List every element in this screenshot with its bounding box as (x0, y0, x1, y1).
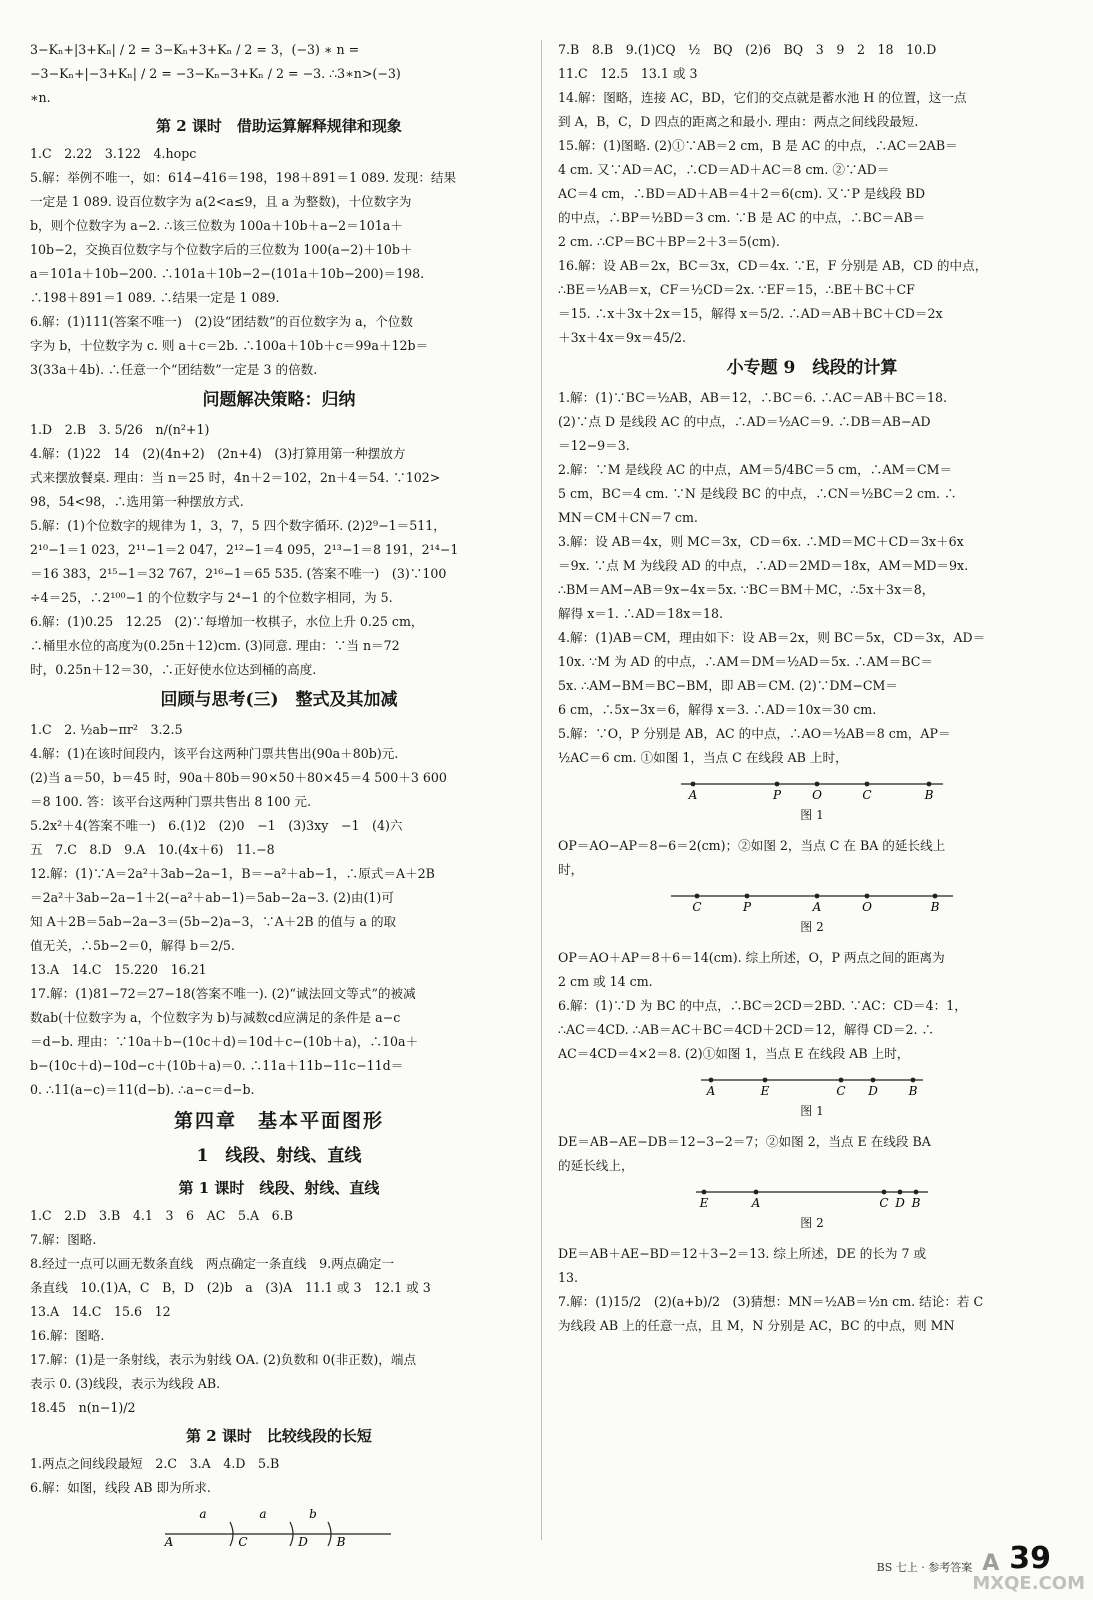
length-label-a2: a (259, 1507, 267, 1521)
answer-line: 18.45 n(n−1)/2 (30, 1400, 136, 1415)
segment-figure (30, 1504, 528, 1548)
figure-caption: 图 1 (800, 808, 824, 822)
answer-line: 6.解：(1)0.25 12.25 (2)∵每增加一枚棋子，水位上升 0.25 cm， (30, 614, 424, 629)
answer-line: ∴桶里水位的高度为(0.25n＋12)cm. (3)同意. 理由：∵当 n＝72 (30, 638, 400, 653)
answer-line: 式来摆放餐桌. 理由：当 n＝25 时，4n＋2＝102，2n＋4＝54. ∵102> (30, 470, 441, 485)
point-label-b: B (924, 788, 934, 802)
answer-line: 17.解：(1)81−72＝27−18(答案不唯一). (2)“诚法回文等式”的被减 (30, 986, 416, 1001)
answer-line: 4.解：(1)AB＝CM，理由如下：设 AB＝2x，则 BC＝5x，CD＝3x，AD＝ (558, 630, 986, 645)
answer-line: b，则个位数字为 a−2. ∴该三位数为 100a＋10b＋a−2＝101a＋ (30, 218, 403, 233)
answer-line: 3.解：设 AB＝4x，则 MC＝3x，CD＝6x. ∴MD＝MC＋CD＝3x＋6x (558, 534, 964, 549)
point-d (871, 1078, 876, 1083)
answer-line: 5.解：(1)个位数字的规律为 1，3，7，5 四个数字循环. (2)2⁹−1＝511， (30, 518, 446, 533)
point-label-d: D (298, 1535, 308, 1548)
answer-line: 1.解：(1)∵BC＝½AB，AB＝12，∴BC＝6. ∴AC＝AB＋BC＝18. (558, 390, 948, 405)
section-heading: 第 2 课时 比较线段的长短 (186, 1427, 372, 1445)
point-label-b: B (908, 1084, 918, 1098)
point-label-a: A (164, 1535, 174, 1548)
answer-line: 1.D 2.B 3. 5/26 n/(n²+1) (30, 422, 210, 437)
answer-line: 时，0.25n＋12＝30，∴正好使水位达到桶的高度. (30, 662, 317, 677)
footer-text: BS 七上 · 参考答案 (876, 1561, 973, 1574)
figure-caption: 图 2 (800, 1216, 824, 1230)
answer-line: 条直线 10.(1)A，C B，D (2)b a (3)A 11.1 或 3 12.1 或 3 (30, 1280, 431, 1295)
point-label-p: P (772, 788, 782, 802)
answer-line: 2¹⁰−1＝1 023，2¹¹−1＝2 047，2¹²−1＝4 095，2¹³−1＝8 191，2¹⁴−1 (30, 542, 459, 557)
point-e (702, 1190, 707, 1195)
answer-line: 5x. ∴AM−BM＝BC−BM，即 AB＝CM. (2)∵DM−CM＝ (558, 678, 899, 693)
answer-line: 1.两点之间线段最短 2.C 3.A 4.D 5.B (30, 1456, 280, 1471)
answer-line: 1.C 2. ½ab−πr² 3.2.5 (30, 722, 183, 737)
answer-line: 字为 b，十位数字为 c. 则 a＋c＝2b. ∴100a＋10b＋c＝99a＋12b＝ (30, 338, 429, 353)
answer-line: 5.2x²＋4(答案不唯一) 6.(1)2 (2)0 −1 (3)3xy −1 (4)六 (30, 818, 403, 833)
spacer (558, 1120, 1066, 1130)
point-d (898, 1190, 903, 1195)
answer-line: ＝d−b. 理由：∵10a＋b−(10c＋d)＝10d＋c−(10b＋a)，∴10a＋ (30, 1034, 419, 1049)
point-c (882, 1190, 887, 1195)
section-heading: 第 2 课时 借助运算解释规律和现象 (156, 117, 402, 135)
point-b (911, 1078, 916, 1083)
answer-line: 98，54<98，∴选用第一种摆放方式. (30, 494, 244, 509)
point-label-c: C (836, 1084, 846, 1098)
answer-line: (2)当 a＝50，b＝45 时，90a＋80b＝90×50＋80×45＝4 500＋3 600 (30, 770, 447, 785)
answer-line: ∗n. (30, 90, 51, 105)
point-label-c: C (879, 1196, 889, 1210)
answer-line: 一定是 1 089. 设百位数字为 a(2<a≤9，且 a 为整数)，十位数字为 (30, 194, 412, 209)
segment-figure (558, 774, 1066, 804)
answer-line: 1.C 2.D 3.B 4.1 3 6 AC 5.A 6.B (30, 1208, 293, 1223)
point-label-c: C (862, 788, 872, 802)
answer-line: 5.解：∵O，P 分别是 AB，AC 的中点，∴AO＝½AB＝8 cm，AP＝ (558, 726, 951, 741)
point-label-d: D (895, 1196, 905, 1210)
answer-line: 13.A 14.C 15.6 12 (30, 1304, 171, 1319)
point-a (709, 1078, 714, 1083)
answer-line: (2)∵点 D 是线段 AC 的中点，∴AD＝½AC＝9. ∴DB＝AB−AD (558, 414, 931, 429)
point-a (691, 782, 696, 787)
answer-line: AC＝4 cm，∴BD＝AD＋AB＝4＋2＝6(cm). 又∵P 是线段 BD (558, 186, 926, 201)
answer-line: 14.解：图略，连接 AC，BD，它们的交点就是蓄水池 H 的位置，这一点 (558, 90, 967, 105)
answer-line: 数ab(十位数字为 a，个位数字为 b)与减数cd应满足的条件是 a−c (30, 1010, 401, 1025)
answer-line: 13. (558, 1270, 579, 1285)
answer-line: 7.解：(1)15/2 (2)(a+b)/2 (3)猜想：MN＝½AB＝½n cm. 结论：若 C (558, 1294, 984, 1309)
section-heading: 第 1 课时 线段、射线、直线 (178, 1179, 380, 1197)
answer-line: 16.解：设 AB＝2x，BC＝3x，CD＝4x. ∵E，F 分别是 AB，CD 的中点， (558, 258, 988, 273)
answer-line: OP＝AO＋AP＝8＋6＝14(cm). 综上所述，O，P 两点之间的距离为 (558, 950, 945, 965)
right-column (558, 38, 1066, 1338)
section-heading: 1 线段、射线、直线 (196, 1146, 362, 1166)
answer-line: ∴BM＝AM−AB＝9x−4x＝5x. ∵BC＝BM＋MC，∴5x＋3x＝8， (558, 582, 935, 597)
answer-line: b−(10c＋d)−10d−c＋(10b＋a)＝0. ∴11a＋11b−11c−11d＝ (30, 1058, 404, 1073)
answer-line: ∴AC＝4CD. ∴AB＝AC＋BC＝4CD＋2CD＝12，解得 CD＝2. ∴ (558, 1022, 935, 1037)
point-label-c: C (692, 900, 702, 914)
answer-line: ＝15. ∴x＋3x＋2x＝15，解得 x＝5/2. ∴AD＝AB＋BC＋CD＝2x (558, 306, 943, 321)
point-a (815, 894, 820, 899)
answer-line: 2 cm 或 14 cm. (558, 974, 653, 989)
answer-line: ＝9x. ∵点 M 为线段 AD 的中点，∴AD＝2MD＝18x，AM＝MD＝9x. (558, 558, 969, 573)
answer-line: 5 cm，BC＝4 cm. ∵N 是线段 BC 的中点，∴CN＝½BC＝2 cm. ∴ (558, 486, 957, 501)
answer-line: ＝12−9＝3. (558, 438, 630, 453)
section-heading: 回顾与思考(三) 整式及其加减 (160, 690, 398, 710)
segment-figure (558, 1182, 1066, 1212)
spacer (558, 936, 1066, 946)
point-p (775, 782, 780, 787)
point-label-a: A (812, 900, 822, 914)
answer-line: 的延长线上， (558, 1158, 634, 1173)
point-label-e: E (699, 1196, 709, 1210)
answer-line: 10x. ∵M 为 AD 的中点，∴AM＝DM＝½AD＝5x. ∴AM＝BC＝ (558, 654, 933, 669)
left-column (30, 38, 528, 1550)
answer-line: 16.解：图略. (30, 1328, 105, 1343)
figure-caption: 图 2 (800, 920, 824, 934)
answer-line: ＝8 100. 答：该平台这两种门票共售出 8 100 元. (30, 794, 312, 809)
point-label-p: P (742, 900, 752, 914)
point-c (695, 894, 700, 899)
answer-line: 五 7.C 8.D 9.A 10.(4x＋6) 11.−8 (30, 842, 275, 857)
answer-line: 15.解：(1)图略. (2)①∵AB＝2 cm，B 是 AC 的中点，∴AC＝2AB＝ (558, 138, 958, 153)
point-b (927, 782, 932, 787)
point-a (754, 1190, 759, 1195)
point-label-c: C (238, 1535, 248, 1548)
brand-logo: A (982, 1551, 1000, 1576)
spacer (558, 1232, 1066, 1242)
section-heading: 小专题 9 线段的计算 (726, 358, 898, 378)
point-label-o: O (812, 788, 822, 802)
answer-line: 4 cm. 又∵AD＝AC，∴CD＝AD＋AC＝8 cm. ②∵AD＝ (558, 162, 890, 177)
point-label-a: A (706, 1084, 716, 1098)
answer-line: 4.解：(1)22 14 (2)(4n+2) (2n+4) (3)打算用第一种摆放方 (30, 446, 406, 461)
answer-line: 6.解：(1)∵D 为 BC 的中点，∴BC＝2CD＝2BD. ∵AC：CD＝4：1， (558, 998, 967, 1013)
answer-line: 知 A＋2B＝5ab−2a−3＝(5b−2)a−3，∵A＋2B 的值与 a 的取 (30, 914, 397, 929)
answer-line: 值无关，∴5b−2＝0，解得 b＝2/5. (30, 938, 235, 953)
point-b (933, 894, 938, 899)
answer-line: MN＝CM＋CN＝7 cm. (558, 510, 698, 525)
spacer (558, 824, 1066, 834)
answer-line: DE＝AB＋AE−BD＝12＋3−2＝13. 综上所述，DE 的长为 7 或 (558, 1246, 927, 1261)
page-number: 39 (1009, 1541, 1051, 1576)
point-label-a: A (751, 1196, 761, 1210)
answer-line: 12.解：(1)∵A＝2a²＋3ab−2a−1，B＝−a²＋ab−1，∴原式＝A＋2B (30, 866, 435, 881)
answer-line: 10b−2，交换百位数字与个位数字后的三位数为 100(a−2)＋10b＋ (30, 242, 413, 257)
answer-line: DE＝AB−AE−DB＝12−3−2＝7；②如图 2，当点 E 在线段 BA (558, 1134, 931, 1149)
segment-figure (558, 886, 1066, 916)
answer-line: 解得 x＝1. ∴AD＝18x＝18. (558, 606, 724, 621)
answer-line: 到 A，B，C，D 四点的距离之和最小. 理由：两点之间线段最短. (558, 114, 919, 129)
answer-line: 5.解：举例不唯一，如：614−416＝198，198＋891＝1 089. 发现：结果 (30, 170, 457, 185)
point-p (745, 894, 750, 899)
section-heading: 问题解决策略：归纳 (202, 390, 356, 410)
column-divider (541, 40, 542, 1540)
point-e (763, 1078, 768, 1083)
answer-line: 17.解：(1)是一条射线，表示为射线 OA. (2)负数和 0(非正数)，端点 (30, 1352, 417, 1367)
answer-line: 为线段 AB 上的任意一点，且 M，N 分别是 AC，BC 的中点，则 MN (558, 1318, 955, 1333)
answer-line: 6.解：如图，线段 AB 即为所求. (30, 1480, 211, 1495)
answer-line: AC＝4CD＝4×2＝8. (2)①如图 1，当点 E 在线段 AB 上时， (558, 1046, 910, 1061)
point-label-a: A (688, 788, 698, 802)
point-label-e: E (760, 1084, 770, 1098)
answer-line: 2 cm. ∴CP＝BC＋BP＝2＋3＝5(cm). (558, 234, 780, 249)
point-label-b: B (336, 1535, 346, 1548)
figure-caption: 图 1 (800, 1104, 824, 1118)
answer-line: a＝101a＋10b−200. ∴101a＋10b−2−(101a＋10b−200)＝198. (30, 266, 425, 281)
answer-line: ½AC＝6 cm. ①如图 1，当点 C 在线段 AB 上时， (558, 750, 848, 765)
point-c (865, 782, 870, 787)
point-b (914, 1190, 919, 1195)
answer-line: ＝16 383，2¹⁵−1＝32 767，2¹⁶−1＝65 535. (答案不唯一) (3)∵100 (30, 566, 447, 581)
section-heading: 第四章 基本平面图形 (173, 1110, 384, 1132)
point-o (815, 782, 820, 787)
answer-line: 7.B 8.B 9.(1)CQ ½ BQ (2)6 BQ 3 9 2 18 10.D (558, 42, 937, 57)
answer-line: −3−Kₙ+|−3+Kₙ| / 2 = −3−Kₙ−3+Kₙ / 2 = −3. ∴3∗n>(−3) (30, 66, 401, 81)
answer-line: 6 cm，∴5x−3x＝6，解得 x＝3. ∴AD＝10x＝30 cm. (558, 702, 877, 717)
answer-line: 8.经过一点可以画无数条直线 两点确定一条直线 9.两点确定一 (30, 1256, 395, 1271)
answer-line: 3−Kₙ+|3+Kₙ| / 2 = 3−Kₙ+3+Kₙ / 2 = 3，(−3) ∗ n = (30, 42, 360, 57)
answer-line: 4.解：(1)在该时间段内，该平台这两种门票共售出(90a＋80b)元. (30, 746, 399, 761)
answer-line: 13.A 14.C 15.220 16.21 (30, 962, 207, 977)
answer-line: 表示 0. (3)线段，表示为线段 AB. (30, 1376, 221, 1391)
point-label-b: B (911, 1196, 921, 1210)
point-label-b: B (930, 900, 940, 914)
answer-line: 时， (558, 862, 584, 877)
answer-line: ∴BE＝½AB＝x，CF＝½CD＝2x. ∵EF＝15，∴BE＋BC＋CF (558, 282, 915, 297)
answer-line: ÷4＝25，∴2¹⁰⁰−1 的个位数字与 2⁴−1 的个位数字相同，为 5. (30, 590, 393, 605)
watermark: MXQE.COM (972, 1573, 1085, 1594)
answer-line: 2.解：∵M 是线段 AC 的中点，AM＝5/4BC＝5 cm，∴AM＝CM＝ (558, 462, 953, 477)
answer-line: ∴198＋891＝1 089. ∴结果一定是 1 089. (30, 290, 280, 305)
length-label-b: b (309, 1507, 317, 1521)
answer-line: ＝2a²＋3ab−2a−1＋2(−a²＋ab−1)＝5ab−2a−3. (2)由(1)可 (30, 890, 394, 905)
answer-line: 7.解：图略. (30, 1232, 97, 1247)
answer-line: OP＝AO−AP＝8−6＝2(cm)；②如图 2，当点 C 在 BA 的延长线上 (558, 838, 946, 853)
answer-line: 6.解：(1)111(答案不唯一) (2)设“团结数”的百位数字为 a，个位数 (30, 314, 414, 329)
answer-line: 的中点，∴BP＝½BD＝3 cm. ∵B 是 AC 的中点，∴BC＝AB＝ (558, 210, 926, 225)
answer-line: 3(33a＋4b). ∴任意一个“团结数”一定是 3 的倍数. (30, 362, 318, 377)
answer-line: 1.C 2.22 3.122 4.hopc (30, 146, 197, 161)
point-label-o: O (862, 900, 872, 914)
point-label-d: D (868, 1084, 878, 1098)
answer-line: ＋3x＋4x＝9x＝45/2. (558, 330, 687, 345)
point-c (839, 1078, 844, 1083)
length-label-a1: a (199, 1507, 207, 1521)
answer-line: 0. ∴11(a−c)＝11(d−b). ∴a−c＝d−b. (30, 1082, 255, 1097)
answer-line: 11.C 12.5 13.1 或 3 (558, 66, 698, 81)
point-o (865, 894, 870, 899)
segment-figure (558, 1070, 1066, 1100)
page-footer (877, 1542, 1051, 1576)
